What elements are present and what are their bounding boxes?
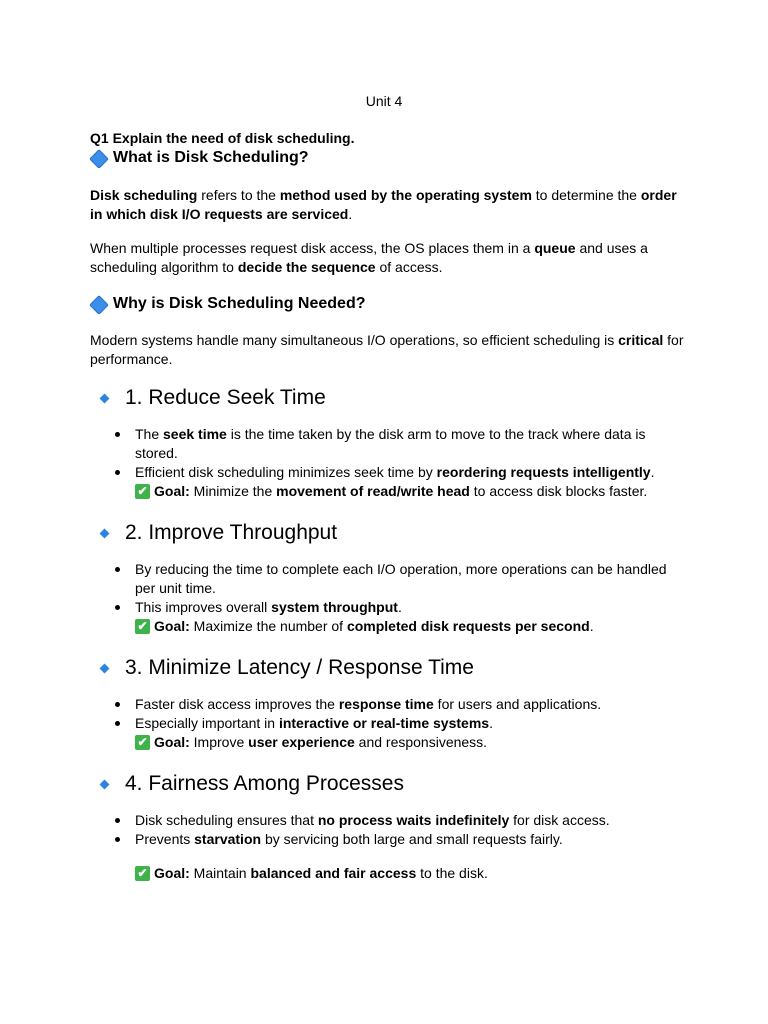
check-mark-button-icon: ✔ [135,866,150,881]
list-item [90,695,690,714]
bold-text: interactive or real-time systems [278,715,490,731]
list-item [90,714,690,733]
goal-line [90,617,690,636]
text: and responsiveness. [354,734,488,750]
what-paragraph-1 [90,186,690,224]
unit-header: Unit 4 [365,93,403,109]
text: to access disk blocks faster. [469,483,648,499]
section-heading [90,520,690,546]
text: Maximize the number of [189,618,347,634]
text: Faster disk access improves the [135,696,339,712]
text: . [397,599,402,615]
text: for users and applications. [433,696,602,712]
bullet-dot-icon [115,702,120,707]
bullet-list [90,425,690,482]
small-blue-diamond-icon [100,528,110,538]
bold-text: Disk scheduling [90,187,198,203]
list-item [90,463,690,482]
bold-text: method used by the operating system [279,187,532,203]
bold-text: order in which disk I/O requests are serviced [90,187,677,222]
text: by servicing both large and small requests fairly. [261,831,563,847]
text: . [348,206,353,222]
text: Maintain [189,865,251,881]
small-blue-diamond-icon [100,779,110,789]
goal-line [90,864,690,883]
large-blue-diamond-icon [90,150,106,166]
bullet-dot-icon [115,605,120,610]
bullet-dot-icon [115,721,120,726]
goal-label: Goal: [154,734,190,750]
text: is the time taken by the disk arm to move to the track where data is stored. [135,426,646,461]
bold-text: movement of read/write head [276,483,470,499]
what-heading [90,147,690,169]
goal-line [90,733,690,752]
list-item [90,425,690,463]
section-title: 4. Fairness Among Processes [125,772,404,795]
bold-text: system throughput [271,599,398,615]
section-title: 1. Reduce Seek Time [125,386,326,409]
bold-text: queue [534,240,576,256]
text: The [135,426,164,442]
goal-label: Goal: [154,483,190,499]
bullet-list [90,560,690,617]
goal-text [154,864,488,883]
text: refers to the [197,187,280,203]
bold-text: response time [338,696,434,712]
bullet-dot-icon [115,837,120,842]
bold-text: critical [618,332,664,348]
question-title: Q1 Explain the need of disk scheduling. [90,130,355,146]
goal-label: Goal: [154,618,190,634]
section-title: 3. Minimize Latency / Response Time [125,656,474,679]
check-mark-button-icon: ✔ [135,619,150,634]
text: Especially important in [135,715,279,731]
text: Efficient disk scheduling minimizes seek time by [135,464,437,480]
goal-text [154,482,647,501]
text: . [489,715,493,731]
text: to the disk. [416,865,488,881]
why-heading-text: Why is Disk Scheduling Needed? [113,295,366,312]
bullet-list [90,811,690,849]
text: Modern systems handle many simultaneous I/O operations, so efficient scheduling is [90,332,619,348]
text: Minimize the [189,483,277,499]
why-heading [90,293,690,315]
section-heading [90,655,690,681]
bold-text: no process waits indefinitely [317,812,510,828]
what-paragraph-2 [90,239,690,277]
section-heading [90,385,690,411]
small-blue-diamond-icon [100,663,110,673]
document-body [90,129,690,883]
bold-text: seek time [163,426,227,442]
section-heading [90,771,690,797]
goal-text [154,617,594,636]
why-paragraph [90,331,690,369]
text: By reducing the time to complete each I/O operation, more operations can be handled per unit time. [135,561,667,596]
bullet-dot-icon [115,432,120,437]
check-mark-button-icon: ✔ [135,484,150,499]
small-blue-diamond-icon [100,393,110,403]
bold-text: starvation [194,831,262,847]
check-mark-button-icon: ✔ [135,735,150,750]
text: for performance. [90,332,684,367]
text: Disk scheduling ensures that [135,812,318,828]
text: Prevents [135,831,195,847]
text: . [650,464,655,480]
text: . [589,618,594,634]
bold-text: balanced and fair access [250,865,417,881]
bullet-dot-icon [115,470,120,475]
sections-container [90,385,690,883]
goal-line [90,482,690,501]
list-item [90,560,690,598]
list-item [90,598,690,617]
goal-label: Goal: [154,865,190,881]
text: to determine the [531,187,641,203]
text: for disk access. [509,812,610,828]
bold-text: completed disk requests per second [346,618,590,634]
bullet-dot-icon [115,567,120,572]
text: of access. [375,259,443,275]
text: This improves overall [135,599,272,615]
text: When multiple processes request disk access, the OS places them in a [90,240,535,256]
bullet-list [90,695,690,733]
bullet-dot-icon [115,818,120,823]
text: Improve [189,734,249,750]
bold-text: user experience [248,734,355,750]
large-blue-diamond-icon [90,296,106,312]
bold-text: reordering requests intelligently [436,464,651,480]
text: and uses a scheduling algorithm to [90,240,648,275]
what-heading-text: What is Disk Scheduling? [113,149,309,166]
goal-text [154,733,487,752]
list-item [90,830,690,849]
list-item [90,811,690,830]
bold-text: decide the sequence [237,259,376,275]
section-title: 2. Improve Throughput [125,521,338,544]
